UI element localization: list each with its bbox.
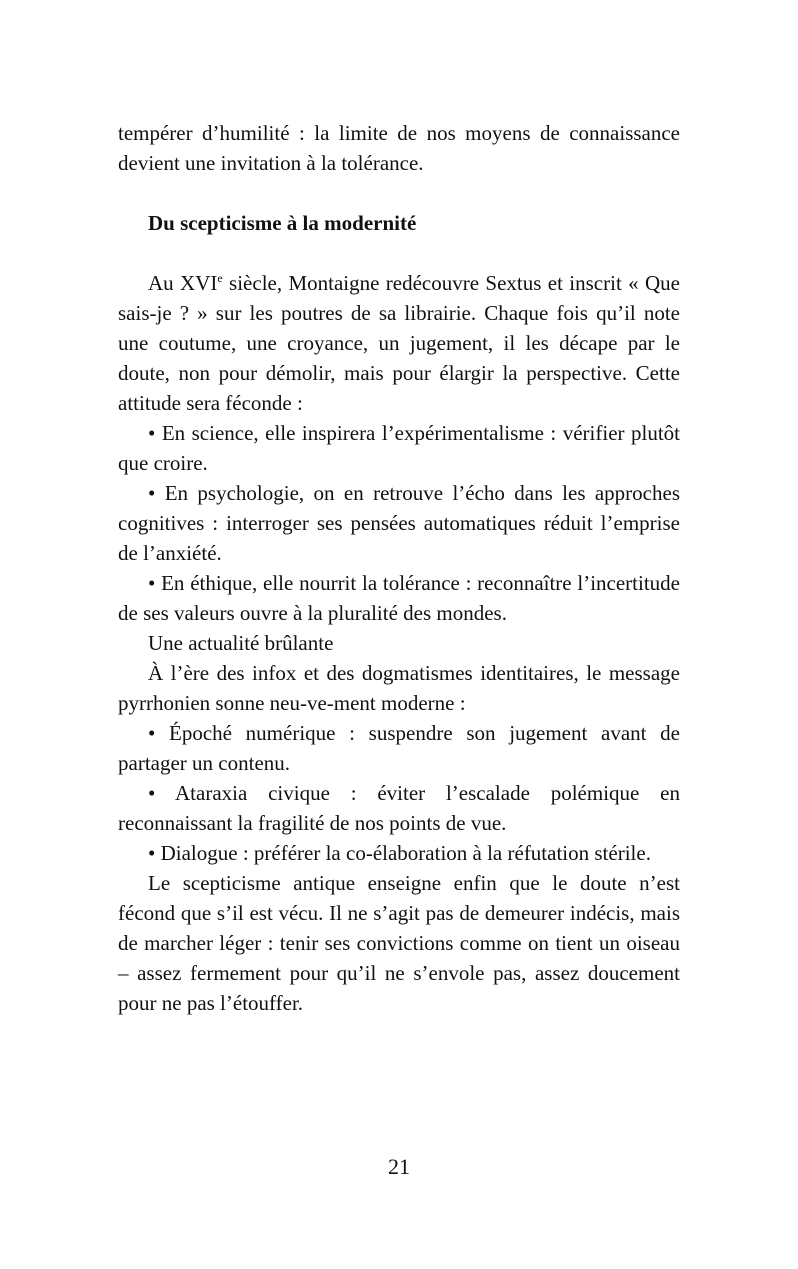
section-heading: Du scepticisme à la modernité [148, 211, 417, 235]
practice-epoche: • Époché numérique : suspendre son jugement avant de partager un contenu. [118, 721, 680, 775]
conclusion-paragraph: Le scepticisme antique enseigne enfin que le doute n’est fécond que s’il est vécu. Il ne s’agit pas de demeurer indécis, mais de marcher léger : tenir ses convictions comme on tient un oiseau – assez fermement pour qu’il ne s’envole pas, assez doucement pour ne pas l’étouffer. [118, 871, 680, 1015]
continuation-paragraph: tempérer d’humilité : la limite de nos moyens de connaissance devient une invitation à la tolérance. [118, 121, 680, 175]
consequence-psychology: • En psychologie, on en retrouve l’écho dans les approches cognitives : interroger ses pensées automatiques réduit l’emprise de l’anxiété. [118, 481, 680, 565]
consequence-ethics: • En éthique, elle nourrit la tolérance : reconnaître l’incertitude de ses valeurs ouvre à la pluralité des mondes. [118, 571, 680, 625]
practice-dialogue: • Dialogue : préférer la co-élaboration à la réfutation stérile. [148, 841, 651, 865]
subheading: Une actualité brûlante [148, 631, 334, 655]
opening-section [118, 118, 680, 178]
practice-ataraxia: • Ataraxia civique : éviter l’escalade polémique en reconnaissant la fragilité de nos points de vue. [118, 781, 680, 835]
actuality-intro: À l’ère des infox et des dogmatismes identitaires, le message pyrrhonien sonne neu-ve-ment moderne : [118, 661, 680, 715]
intro-prefix: Au XVI [148, 271, 218, 295]
century-superscript: e [217, 271, 223, 286]
consequence-science: • En science, elle inspirera l’expérimentalisme : vérifier plutôt que croire. [118, 421, 680, 475]
section-heading-block [118, 208, 680, 238]
intro-text: siècle, Montaigne redécouvre Sextus et inscrit « Que sais-je ? » sur les poutres de sa librairie. Chaque fois qu’il note une coutume, une croyance, un jugement, il les décape par le doute, non pour démolir, mais pour élargir la perspective. Cette attitude sera féconde : [118, 271, 680, 415]
main-section [118, 268, 680, 1018]
intro-paragraph [118, 268, 680, 418]
page-number: 21 [388, 1154, 410, 1179]
